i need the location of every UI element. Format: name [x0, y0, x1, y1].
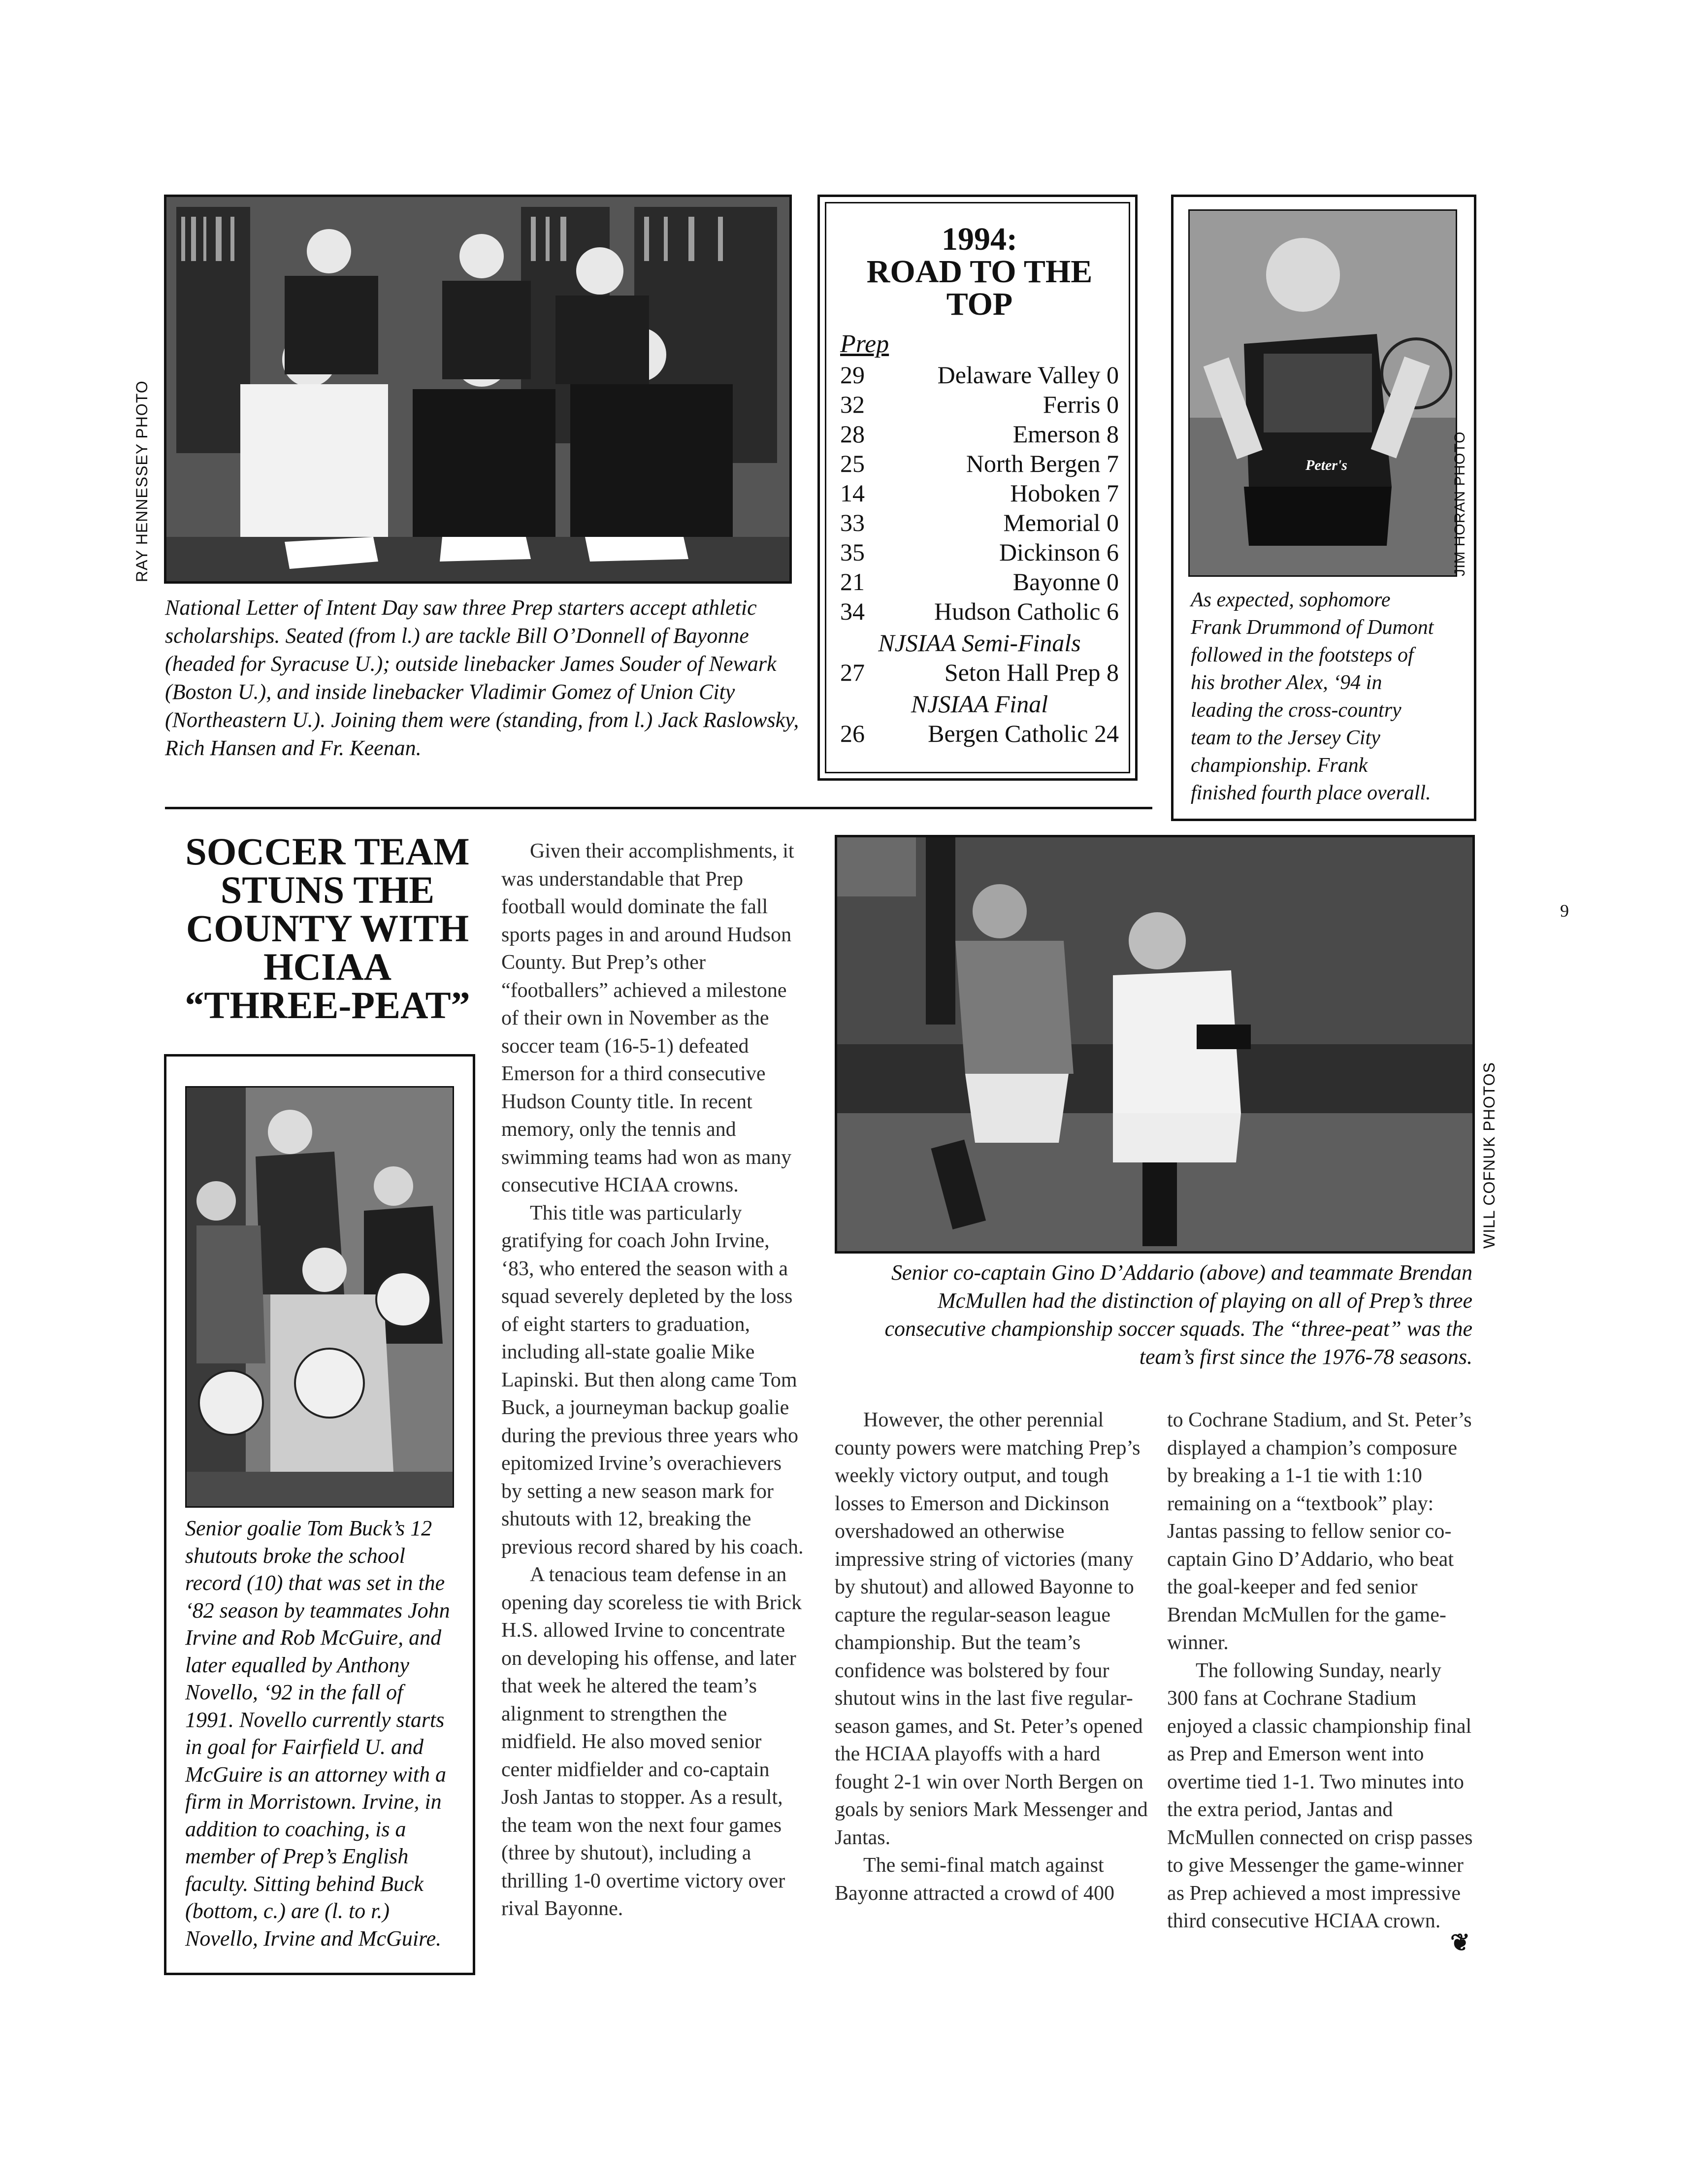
photo-credit-horan: JIM HORAN PHOTO: [1452, 431, 1468, 576]
article-paragraph: to Cochrane Stadium, and St. Peter’s displayed a champion’s composure by breaking a 1-1 tie with 1:10 remaining on a “textbook” play: Jantas passing to fellow senior co-captain Gino D’Addario, who beat the goal-keeper and fed senior Brendan McMullen for the game-winner.: [1167, 1409, 1472, 1654]
prep-score: 32: [840, 391, 865, 418]
prep-score: 34: [840, 597, 865, 625]
runner-photo: [1188, 209, 1457, 577]
prep-score: 27: [840, 659, 865, 686]
opponent: Hoboken 7: [1010, 479, 1119, 507]
result-row: [840, 419, 1119, 449]
prep-score: 26: [840, 720, 865, 747]
prep-score: 28: [840, 420, 865, 448]
road-to-the-top-box: [817, 195, 1138, 781]
prep-score: 33: [840, 509, 865, 536]
result-row: [840, 508, 1119, 537]
road-box-title-year: 1994:: [942, 221, 1017, 257]
photo-credit-cofnuk: WILL COFNUK PHOTOS: [1480, 1062, 1498, 1249]
opponent: Dickinson 6: [999, 538, 1119, 566]
headline-line-1: SOCCER TEAM: [185, 830, 470, 873]
opponent: Ferris 0: [1043, 391, 1119, 418]
result-row: [840, 478, 1119, 508]
opponent: Memorial 0: [1003, 509, 1119, 536]
result-row: [840, 567, 1119, 596]
goalie-photo: [185, 1086, 454, 1508]
soccer-action-caption: Senior co-captain Gino D’Addario (above) and teammate Brendan McMullen had the distinction of playing on all of Prep’s three consecutive championship soccer squads. The “three-peat” was the team’s first since the 1976-78 seasons.: [884, 1260, 1472, 1369]
opponent: Bayonne 0: [1012, 568, 1119, 596]
article-paragraph: However, the other perennial county powers were matching Prep’s weekly victory output, and tough losses to Emerson and Dickinson overshadowed an otherwise impressive string of victories (many by shutout) and allowed Bayonne to capture the regular-season league championship. But the team’s confidence was bolstered by four shutout wins in the last five regular-season games, and St. Peter’s opened the HCIAA playoffs with a hard fought 2-1 win over North Bergen on goals by seniors Mark Messenger and Jantas.: [835, 1409, 1148, 1849]
prep-score: 25: [840, 450, 865, 477]
article-paragraph: The following Sunday, nearly 300 fans at Cochrane Stadium enjoyed a classic championship final as Prep and Emerson went into overtime tied 1-1. Two minutes into the extra period, Jantas and McMullen connected on crisp passes to give Messenger the game-winner as Prep achieved a most impressive third consecutive HCIAA crown.: [1167, 1659, 1473, 1932]
article-paragraph: A tenacious team defense in an opening day scoreless tie with Brick H.S. allowed Irvine to concentrate on developing his offense, and later that week he altered the team’s alignment to strengthen the midfield. He also moved senior center midfielder and co-captain Josh Jantas to stopper. As a result, the team won the next four games (three by shutout), including a thrilling 1-0 overtime victory over rival Bayonne.: [501, 1563, 802, 1920]
soccer-action-illustration: [837, 837, 1472, 1251]
result-row: [840, 449, 1119, 478]
prep-score: 35: [840, 538, 865, 566]
final-label: NJSIAA Final: [911, 690, 1048, 718]
article-column-3: [1167, 1406, 1477, 1935]
final-row: [840, 719, 1119, 748]
result-row: [840, 537, 1119, 567]
opponent: Delaware Valley 0: [937, 361, 1119, 389]
soccer-action-photo: [835, 835, 1475, 1254]
semi-final-row: [840, 658, 1119, 687]
runner-caption: As expected, sophomore Frank Drummond of Dumont followed in the footsteps of his brother Alex, ‘94 in leading the cross-country team to the Jersey City championship. Frank finished fourth place overall.: [1191, 589, 1434, 804]
page-number: 9: [1560, 901, 1569, 921]
road-box-inner: [825, 202, 1130, 773]
signing-day-photo: [164, 195, 792, 584]
road-box-title: ROAD TO THE TOP: [866, 254, 1093, 322]
result-row: [840, 596, 1119, 626]
goalie-photo-box: [164, 1054, 475, 1975]
photo-credit-hennessey: RAY HENNESSEY PHOTO: [133, 380, 151, 582]
result-row: [840, 360, 1119, 390]
article-paragraph: This title was particularly gratifying for coach John Irvine, ‘83, who entered the season with a squad severely depleted by the loss of eight starters to graduation, including all-state goalie Mike Lapinski. But then along came Tom Buck, a journeyman backup goalie during the previous three years who epitomized Irvine’s overachievers by setting a new season mark for shutouts with 12, breaking the previous record shared by his coach.: [501, 1201, 804, 1558]
article-paragraph: Given their accomplishments, it was understandable that Prep football would dominate the fall sports pages in and around Hudson County. But Prep’s other “footballers” achieved a milestone of their own in November as the soccer team (16-5-1) defeated Emerson for a third consecutive Hudson County title. In recent memory, only the tennis and swimming teams had won as many consecutive HCIAA crowns.: [501, 840, 794, 1196]
section-divider: [165, 807, 1152, 809]
prep-score: 14: [840, 479, 865, 507]
result-row: [840, 390, 1119, 419]
signing-day-caption: National Letter of Intent Day saw three Prep starters accept athletic scholarships. Seated (from l.) are tackle Bill O’Donnell of Bayonne (headed for Syracuse U.); outside linebacker James Souder of Newark (Boston U.), and inside linebacker Vladimir Gomez of Union City (Northeastern U.). Joining them were (standing, from l.) Jack Raslowsky, Rich Hansen and Fr. Keenan.: [165, 596, 799, 760]
opponent: Bergen Catholic 24: [928, 720, 1119, 747]
goalie-caption: Senior goalie Tom Buck’s 12 shutouts broke the school record (10) that was set in the ‘82 season by teammates John Irvine and Rob McGuire, and later equalled by Anthony Novello, ‘92 in the fall of 1991. Novello currently starts in goal for Fairfield U. and McGuire is an attorney with a firm in Morristown. Irvine, in addition to coaching, is a member of Prep’s English faculty. Sitting behind Buck (bottom, c.) are (l. to r.) Novello, Irvine and McGuire.: [185, 1516, 450, 1951]
semi-final-label: NJSIAA Semi-Finals: [878, 629, 1081, 657]
prep-score: 21: [840, 568, 865, 596]
goalie-illustration: [187, 1088, 453, 1506]
jersey-text: Peter's: [1305, 457, 1347, 473]
opponent: North Bergen 7: [966, 450, 1119, 477]
signing-day-illustration: [166, 197, 789, 581]
opponent: Emerson 8: [1012, 420, 1119, 448]
headline-line-5: “THREE-PEAT”: [185, 984, 470, 1026]
opponent: Seton Hall Prep 8: [944, 659, 1119, 686]
article-column-2: [835, 1406, 1150, 1907]
headline-line-2: STUNS THE: [220, 868, 435, 911]
opponent: Hudson Catholic 6: [934, 597, 1119, 625]
article-column-1: [501, 837, 807, 1923]
road-box-team-label: Prep: [840, 330, 889, 358]
article-headline: [165, 832, 490, 1025]
prep-score: 29: [840, 361, 865, 389]
headline-line-4: HCIAA: [263, 945, 391, 988]
article-paragraph: The semi-final match against Bayonne attracted a crowd of 400: [835, 1854, 1114, 1905]
end-of-article-mark: ❦: [1450, 1930, 1470, 1956]
runner-illustration: [1190, 211, 1456, 575]
runner-photo-box: [1171, 195, 1476, 821]
regular-season-results: [840, 360, 1119, 626]
headline-line-3: COUNTY WITH: [186, 907, 469, 950]
